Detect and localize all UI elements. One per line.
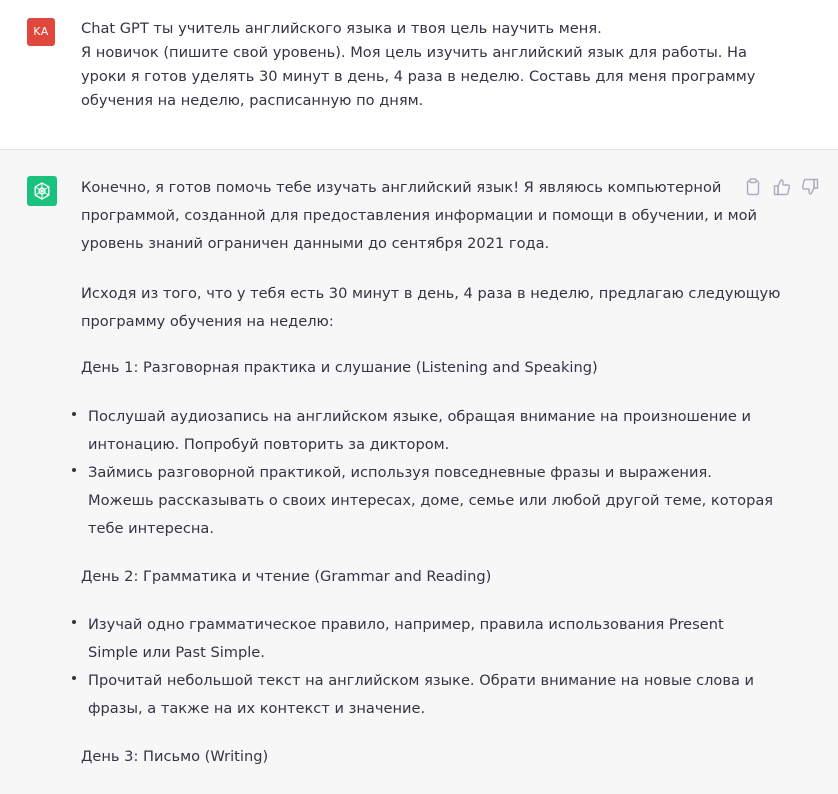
openai-logo-icon xyxy=(27,176,57,206)
list-item: Послушай аудиозапись на английском языке, обращая внимание на произношение и xyxy=(88,408,752,425)
user-avatar: KA xyxy=(27,18,55,46)
day2-heading: День 2: Грамматика и чтение (Grammar and Reading) xyxy=(81,568,492,585)
user-message-text xyxy=(81,17,756,113)
list-item: Займись разговорной практикой, используя повседневные фразы и выражения. xyxy=(88,464,712,481)
plan-line: Исходя из того, что у тебя есть 30 минут в день, 4 раза в неделю, предлагаю следующую xyxy=(81,285,781,302)
thumbs-up-icon[interactable] xyxy=(773,178,791,196)
intro-line: Конечно, я готов помочь тебе изучать английский язык! Я являюсь компьютерной xyxy=(81,179,722,196)
list-item: интонацию. Попробуй повторить за диктором. xyxy=(88,436,450,453)
list-item: тебе интересна. xyxy=(88,520,214,537)
copy-icon[interactable] xyxy=(745,178,763,196)
intro-line: уровень знаний ограничен данными до сентября 2021 года. xyxy=(81,235,550,252)
thumbs-down-icon[interactable] xyxy=(801,178,819,196)
bullet-icon xyxy=(72,468,76,472)
plan-line: программу обучения на неделю: xyxy=(81,313,334,330)
user-text-line: Я новичок (пишите свой уровень). Моя цель изучить английский язык для работы. На xyxy=(81,44,747,61)
bullet-icon xyxy=(72,620,76,624)
user-text-line: обучения на неделю, расписанную по дням. xyxy=(81,92,424,109)
bullet-icon xyxy=(72,412,76,416)
list-item: Изучай одно грамматическое правило, например, правила использования Present xyxy=(88,616,724,633)
day3-heading: День 3: Письмо (Writing) xyxy=(81,748,269,765)
bullet-icon xyxy=(72,676,76,680)
user-message xyxy=(0,0,838,150)
day1-heading: День 1: Разговорная практика и слушание (Listening and Speaking) xyxy=(81,359,598,376)
list-item: Прочитай небольшой текст на английском языке. Обрати внимание на новые слова и xyxy=(88,672,755,689)
list-item: фразы, а также на их контекст и значение. xyxy=(88,700,426,717)
intro-line: программой, созданной для предоставления информации и помощи в обучении, и мой xyxy=(81,207,757,224)
list-item: Simple или Past Simple. xyxy=(88,644,265,661)
list-item: Можешь рассказывать о своих интересах, доме, семье или любой другой теме, которая xyxy=(88,492,774,509)
assistant-message xyxy=(0,150,838,794)
user-text-line: уроки я готов уделять 30 минут в день, 4 раза в неделю. Составь для меня программу xyxy=(81,68,756,85)
message-actions xyxy=(745,178,825,196)
user-text-line: Chat GPT ты учитель английского языка и твоя цель научить меня. xyxy=(81,20,602,37)
